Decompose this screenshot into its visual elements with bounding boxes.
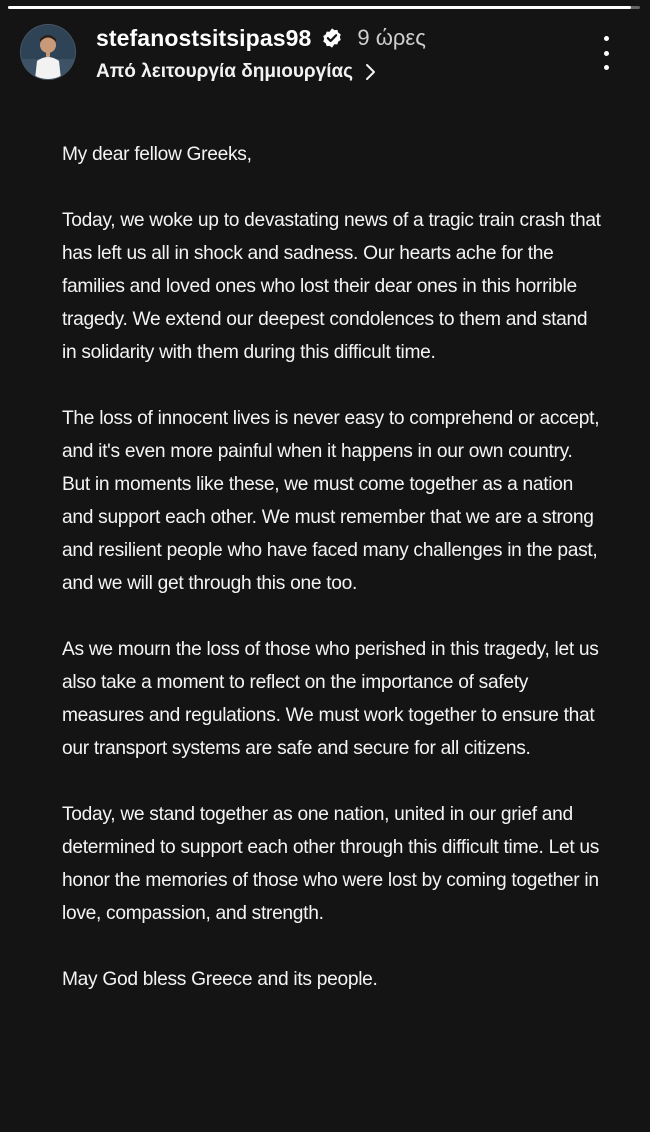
letter-closing: May God bless Greece and its people. xyxy=(62,969,378,990)
letter-paragraph: As we mourn the loss of those who perished in this tragedy, let us also take a moment to reflect on the importance of safety measures and regulations. We must work together to ensure that our transport systems are safe and secure for all citizens. xyxy=(62,639,599,759)
verified-badge-icon xyxy=(321,27,343,49)
more-options-icon[interactable] xyxy=(596,36,616,70)
story-letter xyxy=(62,138,602,1029)
letter-paragraph: The loss of innocent lives is never easy to comprehend or accept, and it's even more painful when it happens in our own country. But in moments like these, we must come together as a nation and support each other. We must remember that we are a strong and resilient people who have faced many challenges in the past, and we will get through this one too. xyxy=(62,408,600,594)
avatar[interactable] xyxy=(20,24,76,80)
header-text xyxy=(96,22,576,88)
story-progress-fill xyxy=(8,6,631,9)
letter-paragraph: Today, we stand together as one nation, united in our grief and determined to support each other through this difficult time. Let us honor the memories of those who were lost by coming together in love, compassion, and strength. xyxy=(62,804,600,924)
creator-mode-link[interactable] xyxy=(96,56,576,88)
post-time: 9 ώρες xyxy=(357,25,426,50)
letter-paragraph: Today, we woke up to devastating news of a tragic train crash that has left us all in shock and sadness. Our hearts ache for the families and loved ones who lost their dear ones in this horrible tragedy. We extend our deepest condolences to them and stand in solidarity with them during this difficult time. xyxy=(62,210,601,363)
chevron-right-icon xyxy=(365,63,377,81)
letter-greeting: My dear fellow Greeks, xyxy=(62,144,252,165)
creator-mode-label: Από λειτουργία δημιουργίας xyxy=(96,61,354,82)
header-title-row xyxy=(96,22,576,54)
story-header xyxy=(20,22,636,84)
avatar-image xyxy=(21,25,75,79)
story-progress-bar xyxy=(8,6,640,9)
username-link[interactable]: stefanostsitsipas98 xyxy=(96,24,312,51)
